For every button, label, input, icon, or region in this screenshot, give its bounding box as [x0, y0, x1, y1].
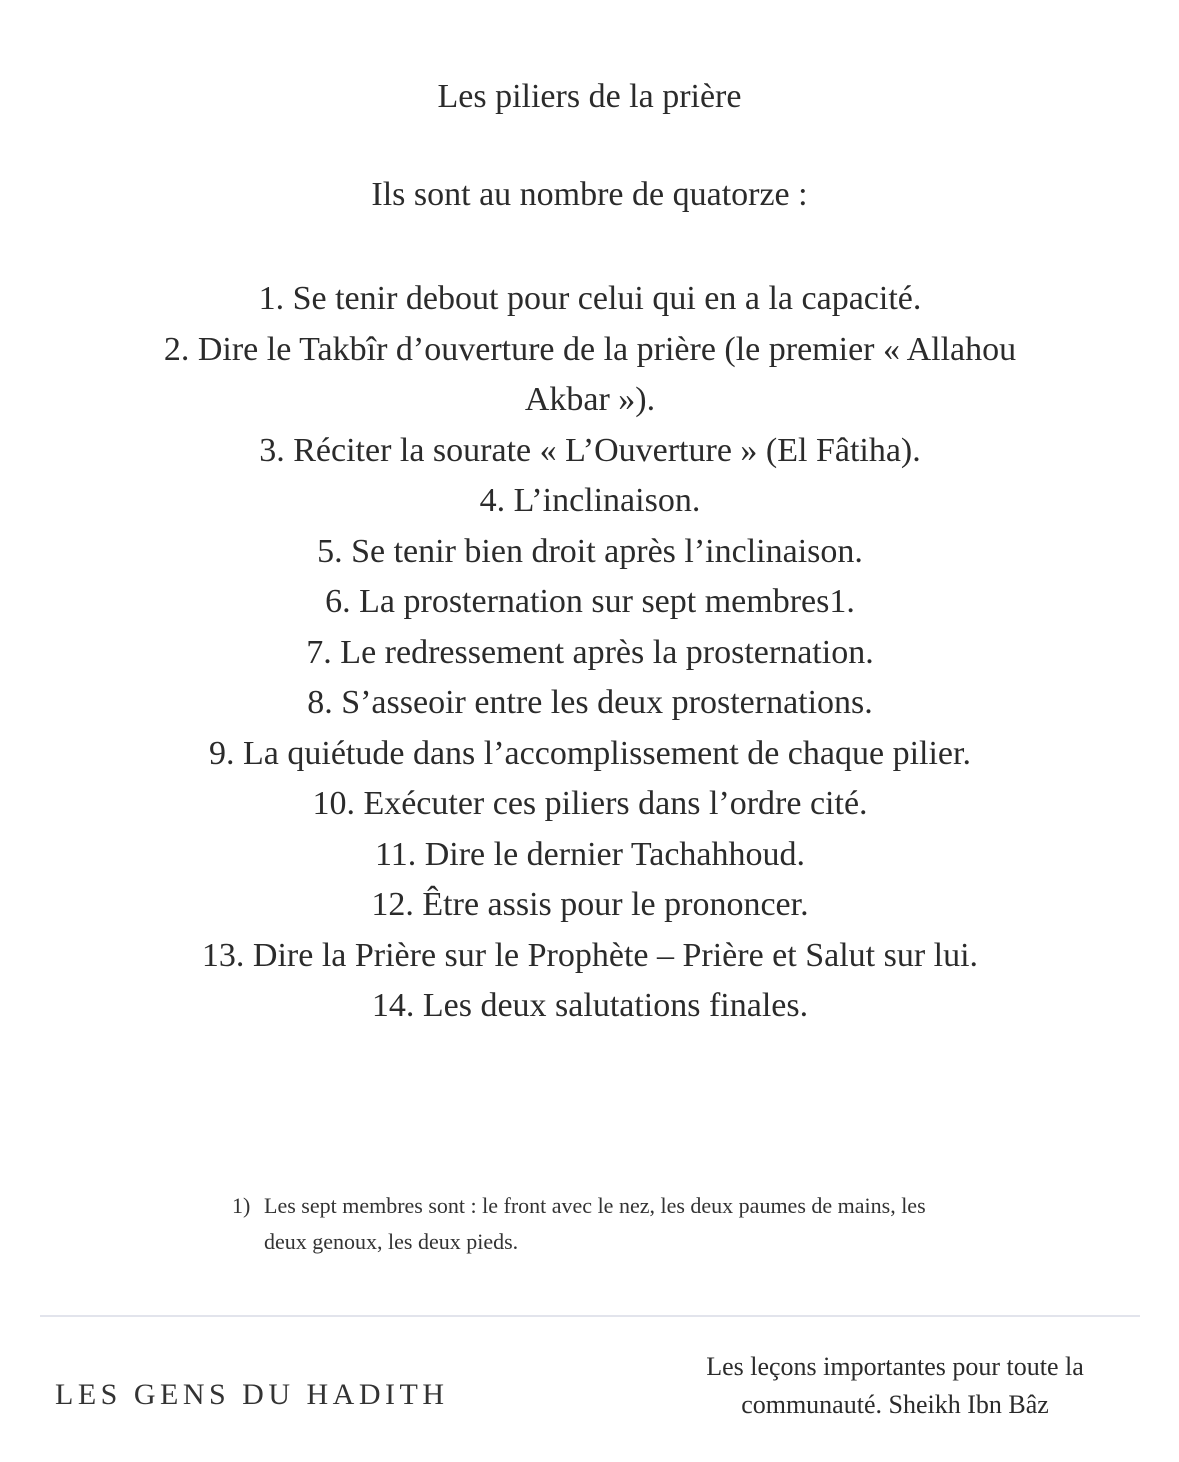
- footnote-number: 1): [232, 1193, 251, 1218]
- pillar-item: 6. La prosternation sur sept membres1.: [325, 583, 855, 620]
- pillar-item: 13. Dire la Prière sur le Prophète – Prière et Salut sur lui.: [201, 936, 979, 974]
- pillar-item: 7. Le redressement après la prosternation.: [306, 633, 874, 671]
- pillar-item: 1. Se tenir debout pour celui qui en a la capacité.: [258, 280, 922, 317]
- brand-logo-text: LES GENS DU HADITH: [55, 1378, 449, 1411]
- pillar-item: 9. La quiétude dans l’accomplissement de chaque pilier.: [209, 734, 971, 772]
- pillar-item: 3. Réciter la sourate « L’Ouverture » (El Fâtiha).: [259, 431, 921, 469]
- page-title: Les piliers de la prière: [437, 78, 742, 115]
- pillars-list: [120, 274, 1060, 1032]
- pillar-item: 4. L’inclinaison.: [479, 482, 701, 519]
- pillar-item: 8. S’asseoir entre les deux prosternations.: [307, 684, 873, 721]
- pillar-item: 5. Se tenir bien droit après l’inclinaison.: [317, 532, 863, 570]
- source-citation: Les leçons importantes pour toute la communauté. Sheikh Ibn Bâz: [706, 1352, 1084, 1419]
- pillar-item: 11. Dire le dernier Tachahhoud.: [374, 835, 805, 873]
- pillar-item: 10. Exécuter ces piliers dans l’ordre cité.: [312, 785, 868, 822]
- footnote-text: Les sept membres sont : le front avec le nez, les deux paumes de mains, les deux genoux, les deux pieds.: [264, 1193, 926, 1254]
- pillar-item: 14. Les deux salutations finales.: [371, 987, 809, 1024]
- footer-divider: [40, 1315, 1140, 1317]
- footnote: [232, 1188, 952, 1260]
- pillar-item: 2. Dire le Takbîr d’ouverture de la prière (le premier « Allahou Akbar »).: [163, 330, 1017, 418]
- page-subtitle: Ils sont au nombre de quatorze :: [371, 176, 808, 213]
- pillar-item: 12. Être assis pour le prononcer.: [371, 886, 809, 923]
